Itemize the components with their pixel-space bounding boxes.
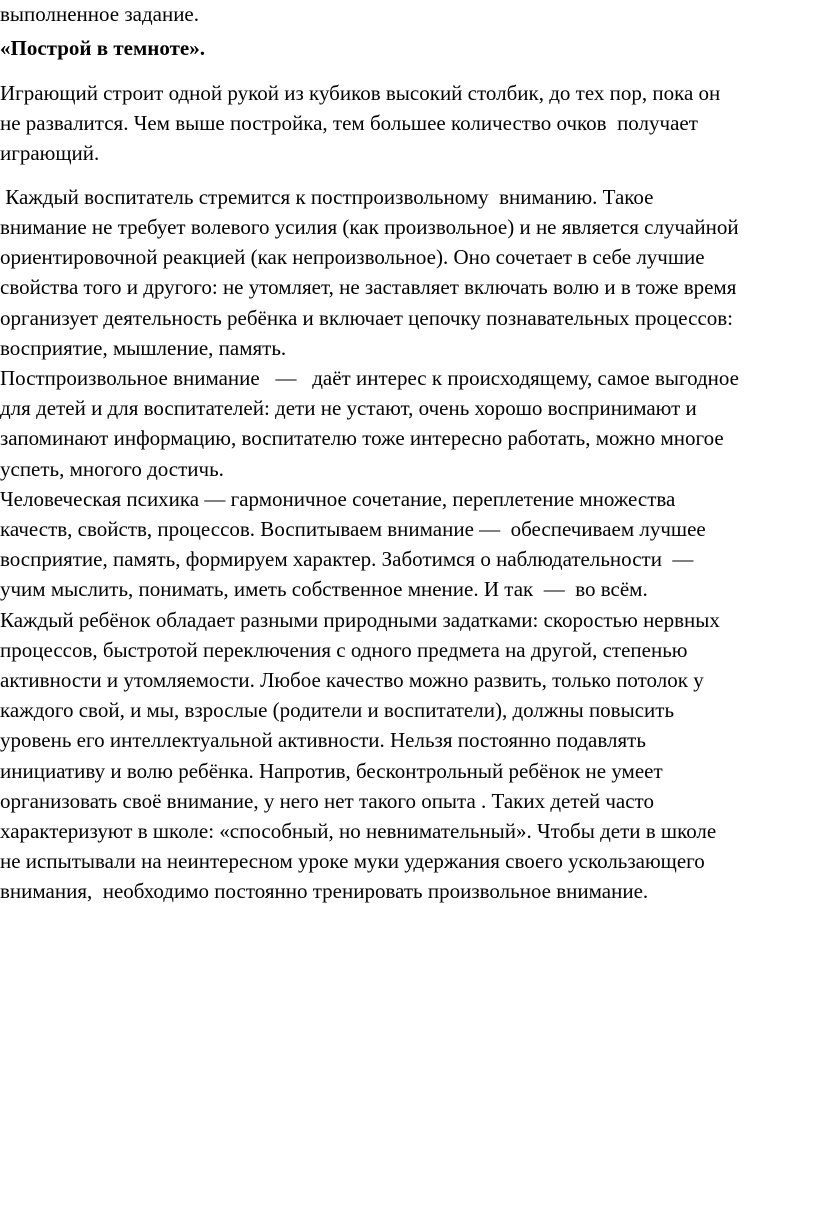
text-line: запоминают информацию, воспитателю тоже интересно работать, можно многое (0, 426, 724, 450)
text-line: успеть, многого достичь. (0, 457, 224, 481)
text-line: качеств, свойств, процессов. Воспитываем внимание — обеспечиваем лучшее (0, 517, 706, 541)
text-line: восприятие, мышление, память. (0, 336, 287, 360)
text-line: свойства того и другого: не утомляет, не заставляет включать волю и в тоже время (0, 275, 737, 299)
text-line: активности и утомляемости. Любое качество можно развить, только потолок у (0, 668, 704, 692)
text-line: Каждый воспитатель стремится к постпроизвольному вниманию. Такое (0, 185, 654, 209)
text-line: внимание не требует волевого усилия (как произвольное) и не является случайной (0, 215, 739, 239)
section-title: «Построй в темноте». (0, 36, 205, 60)
text-line: процессов, быстротой переключения с одного предмета на другой, степенью (0, 638, 688, 662)
text-line: Постпроизвольное внимание — даёт интерес к происходящему, самое выгодное (0, 366, 739, 390)
text-line: уровень его интеллектуальной активности. Нельзя постоянно подавлять (0, 728, 646, 752)
text-line: Человеческая психика — гармоничное сочетание, переплетение множества (0, 487, 676, 511)
text-line: организовать своё внимание, у него нет такого опыта . Таких детей часто (0, 789, 654, 813)
text-line: восприятие, память, формируем характер. Заботимся о наблюдательности — (0, 547, 694, 571)
text-line: для детей и для воспитателей: дети не устают, очень хорошо воспринимают и (0, 396, 697, 420)
text-line: не развалится. Чем выше постройка, тем большее количество очков получает (0, 111, 698, 135)
text-line: характеризуют в школе: «способный, но невнимательный». Чтобы дети в школе (0, 819, 717, 843)
text-line: организует деятельность ребёнка и включает цепочку познавательных процессов: (0, 306, 734, 330)
text-line: ориентировочной реакцией (как непроизвольное). Оно сочетает в себе лучшие (0, 245, 705, 269)
text-line: учим мыслить, понимать, иметь собственное мнение. И так — во всём. (0, 577, 648, 601)
text-line: Каждый ребёнок обладает разными природными задатками: скоростью нервных (0, 608, 720, 632)
text-line: каждого свой, и мы, взрослые (родители и воспитатели), должны повысить (0, 698, 675, 722)
text-line: играющий. (0, 141, 100, 165)
text-line: выполненное задание. (0, 2, 199, 26)
text-line: не испытывали на неинтересном уроке муки удержания своего ускользающего (0, 849, 705, 873)
text-line: Играющий строит одной рукой из кубиков высокий столбик, до тех пор, пока он (0, 81, 721, 105)
text-line: внимания, необходимо постоянно тренировать произвольное внимание. (0, 879, 649, 903)
text-line: инициативу и волю ребёнка. Напротив, бесконтрольный ребёнок не умеет (0, 759, 663, 783)
